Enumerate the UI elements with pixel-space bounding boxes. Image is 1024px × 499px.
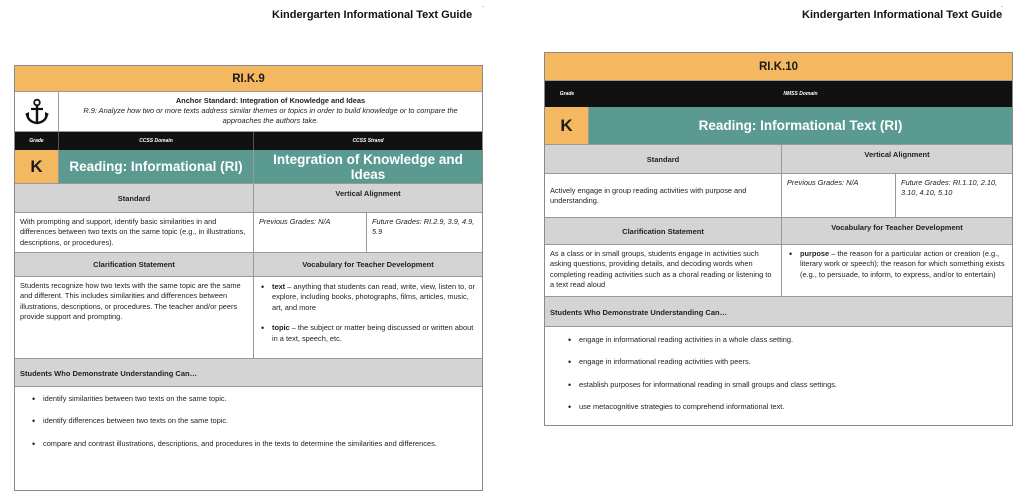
right-page-title: Kindergarten Informational Text Guide [802, 9, 1003, 21]
right-standard-code: RI.K.10 [545, 53, 1012, 81]
left-label-bar [15, 132, 482, 150]
right-domain-row [545, 107, 1012, 145]
vocab-item [258, 282, 477, 313]
right-grade-value: K [545, 107, 589, 144]
right-previous-grades: Previous Grades: N/A [782, 174, 896, 217]
left-standard-header: Standard [15, 184, 254, 212]
vocab-item [258, 323, 477, 344]
left-clarification-header: Clarification Statement [15, 253, 254, 276]
anchor-icon [15, 92, 59, 131]
student-outcome-item: • use metacognitive strategies to comprehend informational text. [565, 402, 1006, 412]
right-domain-value: Reading: Informational Text (RI) [589, 107, 1012, 144]
student-outcome-item: • identify differences between two texts on the same topic. [29, 416, 476, 426]
right-domain-label: NMSS Domain [783, 91, 818, 97]
left-students-list [29, 394, 476, 449]
right-page-dot: . [1001, 0, 1004, 9]
left-clarification-text: Students recognize how two texts with the same topic are the same and different. This includes similarities and differences between illustrations, descriptions, or procedures. The teacher and/or peers provide support and prompting. [15, 277, 254, 358]
left-students-header: Students Who Demonstrate Understanding Can… [15, 359, 482, 387]
right-vocab-header: Vocabulary for Teacher Development [782, 218, 1012, 244]
vocab-definition: – the subject or matter being discussed or written about in a text, speech, etc. [272, 323, 474, 343]
left-standard-header-row [15, 184, 482, 213]
student-outcome-item: • identify similarities between two texts on the same topic. [29, 394, 476, 404]
right-clarification-text: As a class or in small groups, students engage in activities such asking questions, providing details, and decoding words when completing reading activities such as a choral reading or listening to a text read aloud [545, 245, 782, 296]
right-grade-label: Grade [559, 91, 575, 97]
anchor-standard-title: Anchor Standard: Integration of Knowledge and Ideas [175, 96, 366, 105]
right-standard-text: Actively engage in group reading activities with purpose and understanding. [545, 174, 782, 217]
right-clarification-header: Clarification Statement [545, 218, 782, 244]
left-strand-value: Integration of Knowledge and Ideas [254, 150, 482, 183]
vocab-definition: – the reason for a particular action or creation (e.g., literary work or speech); the reason for which something exists (e.g., to persuade, to inform, to express, and/or to entertain) [800, 249, 1005, 279]
vocab-term: purpose [800, 249, 830, 258]
left-domain-label: CCSS Domain [59, 132, 254, 150]
vocab-term: text [272, 282, 286, 291]
left-clarification-row [15, 277, 482, 359]
right-clarification-header-row [545, 218, 1012, 245]
vocab-definition: – anything that students can read, write, view, listen to, or explore, including books, photographs, films, articles, music, art, and more [272, 282, 475, 312]
left-clarification-header-row [15, 253, 482, 277]
right-standard-header: Standard [545, 145, 782, 173]
left-vertical-header: Vertical Alignment [254, 184, 482, 212]
left-domain-row [15, 150, 482, 184]
left-anchor-row [15, 92, 482, 132]
left-standard-code: RI.K.9 [15, 66, 482, 92]
right-standard-card [544, 52, 1013, 426]
left-vocab-header: Vocabulary for Teacher Development [254, 253, 482, 276]
right-students-header: Students Who Demonstrate Understanding Can… [545, 297, 1012, 327]
left-strand-label: CCSS Strand [352, 138, 384, 144]
left-standard-card [14, 65, 483, 491]
left-standard-text: With prompting and support, identify basic similarities in and differences between two texts on the same topic (e.g., in illustrations, descriptions, or procedures). [15, 213, 254, 252]
right-label-bar [545, 81, 1012, 107]
anchor-standard-text: R.9: Analyze how two or more texts address similar themes or topics in order to build knowledge or to compare the approaches the authors take. [83, 106, 458, 126]
right-clarification-row [545, 245, 1012, 297]
left-page-dot: . [482, 0, 485, 9]
left-grade-label: Grade [15, 132, 59, 150]
student-outcome-item: • engage in informational reading activities in a whole class setting. [565, 335, 1006, 345]
student-outcome-item: • engage in informational reading activities with peers. [565, 357, 1006, 367]
student-outcome-item: • compare and contrast illustrations, descriptions, and procedures in the texts to determine the similarities and differences. [29, 439, 476, 449]
right-vertical-header: Vertical Alignment [782, 145, 1012, 173]
student-outcome-item: • establish purposes for informational reading in small groups and class settings. [565, 380, 1006, 390]
left-standard-row [15, 213, 482, 253]
vocab-term: topic [272, 323, 290, 333]
left-previous-grades: Previous Grades: N/A [254, 213, 367, 252]
left-domain-value: Reading: Informational (RI) [59, 150, 254, 183]
right-vocab-list [786, 249, 1007, 280]
right-standard-header-row [545, 145, 1012, 174]
right-students-list [565, 335, 1006, 413]
right-future-grades: Future Grades: RI.1.10, 2.10, 3.10, 4.10, 5.10 [901, 178, 998, 198]
vocab-item [786, 249, 1007, 280]
left-future-grades: Future Grades: RI.2.9, 3.9, 4.9, 5.9 [372, 217, 475, 237]
left-page-title: Kindergarten Informational Text Guide [272, 9, 473, 21]
left-grade-value: K [15, 150, 59, 183]
left-vocab-list [258, 282, 477, 344]
right-standard-row [545, 174, 1012, 218]
